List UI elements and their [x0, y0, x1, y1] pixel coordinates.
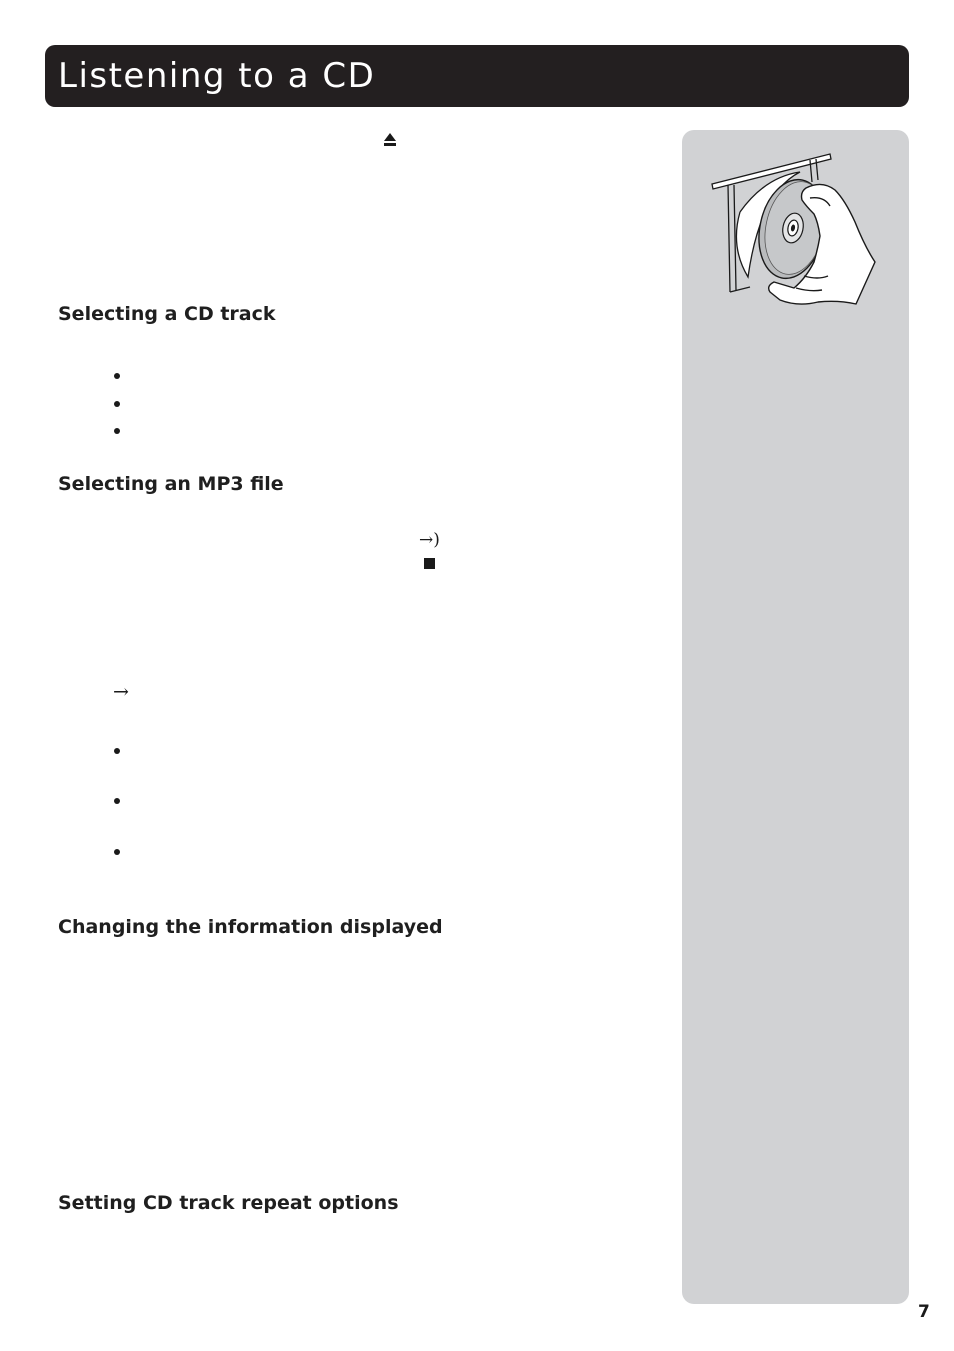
arrow-paren-symbol: →) — [419, 530, 440, 550]
page-number: 7 — [918, 1302, 930, 1322]
bullet-point — [114, 849, 120, 855]
page-title: Listening to a CD — [58, 56, 376, 96]
section-heading-selecting-mp3-file: Selecting an MP3 file — [58, 473, 284, 495]
section-heading-selecting-cd-track: Selecting a CD track — [58, 303, 276, 325]
bullet-point — [114, 401, 120, 407]
sidebar-panel — [682, 130, 909, 1304]
bullet-point — [114, 428, 120, 434]
bullet-point — [114, 373, 120, 379]
title-bar — [45, 45, 909, 107]
bullet-point — [114, 798, 120, 804]
eject-icon — [384, 133, 396, 147]
section-heading-changing-information: Changing the information displayed — [58, 916, 443, 938]
arrow-symbol: → — [113, 681, 129, 703]
cd-insert-illustration — [710, 152, 880, 312]
bullet-point — [114, 748, 120, 754]
section-heading-repeat-options: Setting CD track repeat options — [58, 1192, 399, 1214]
stop-icon — [424, 558, 435, 569]
